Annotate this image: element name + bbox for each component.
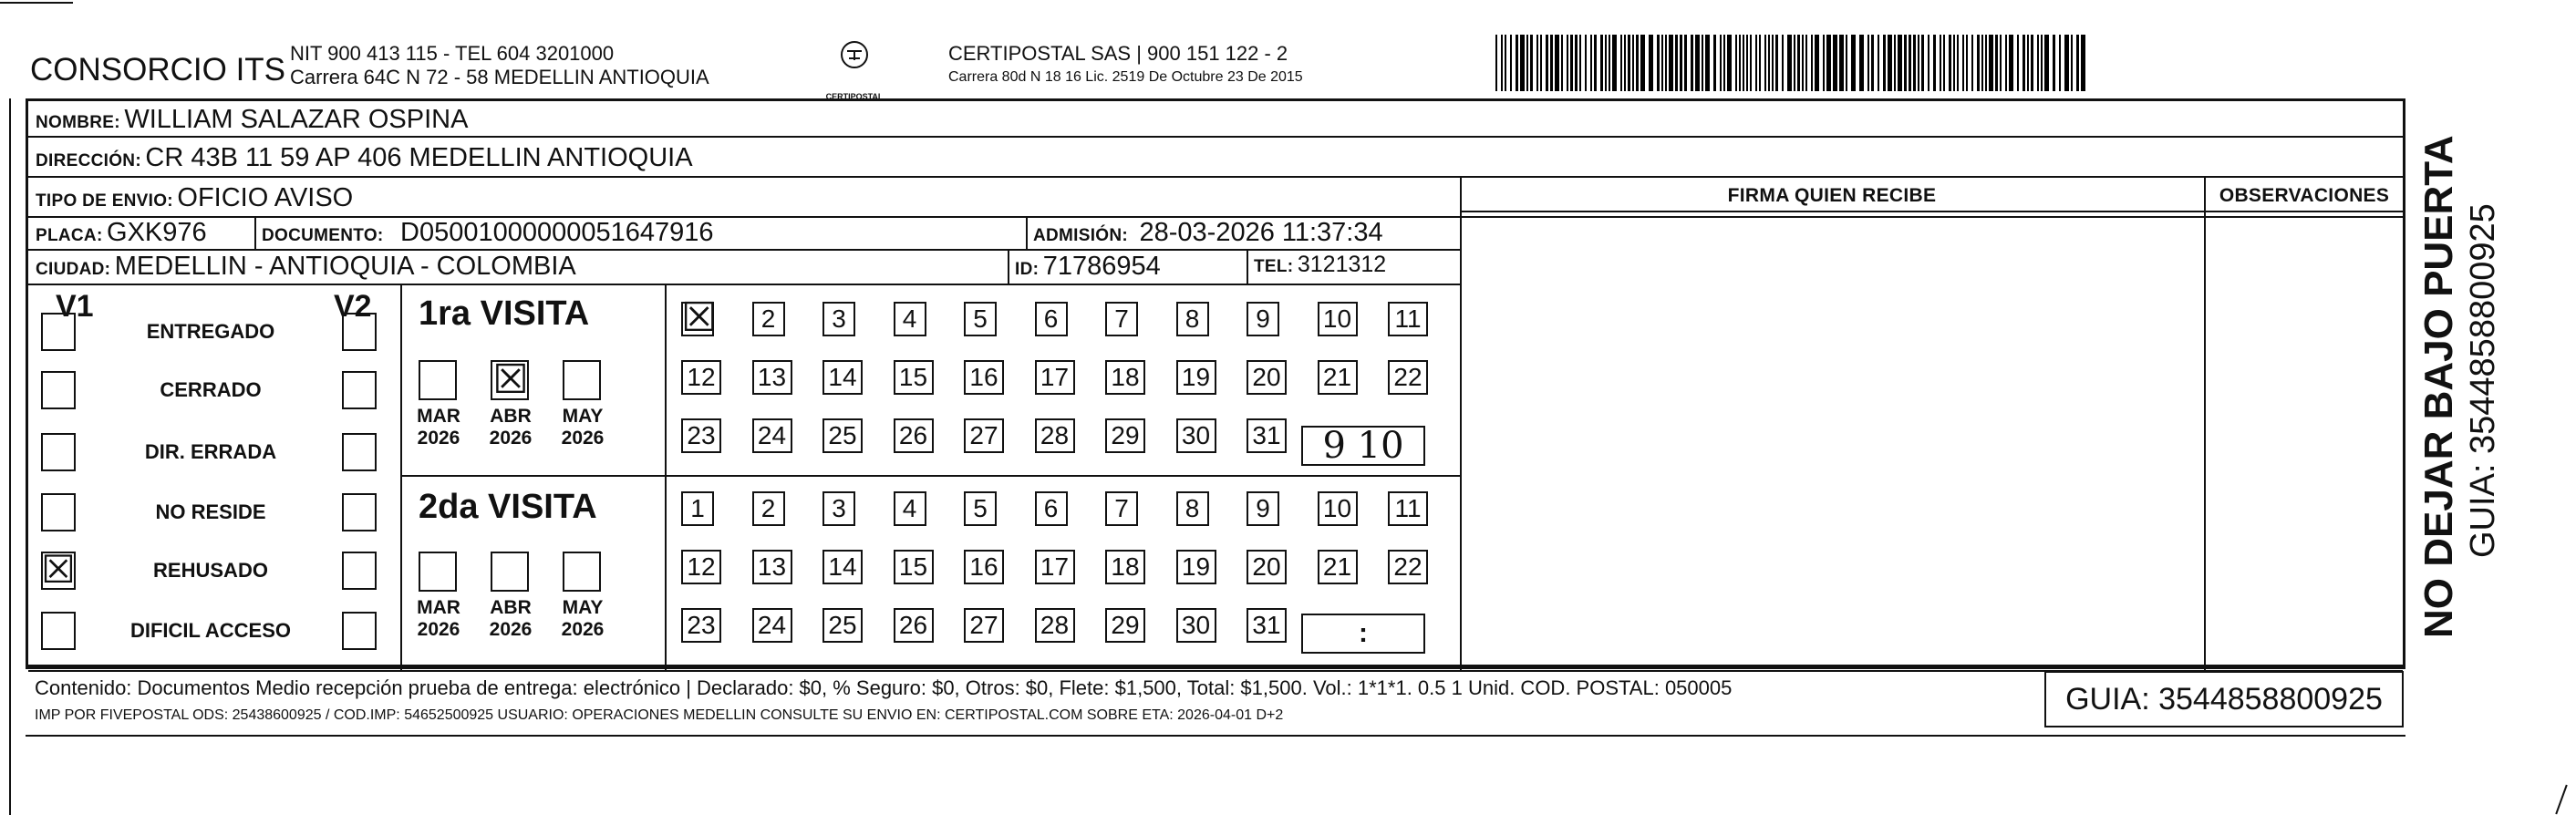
id-label: ID: [1015,260,1040,279]
second-visit-month-checkbox[interactable] [563,552,601,592]
barcode-bar [2023,35,2025,91]
v2-label: V2 [334,289,372,324]
checkmark-icon: ☒ [681,295,718,340]
contenido-text: Contenido: Documentos Medio recepción prueba de entrega: electrónico | Declarado: $0, % Seguro: $0, Otros: $0, Flete: $1,500, Total: $1,500. Vol.: 1*1*1. 0.5 1 Unid. COD. POSTAL: 050005 [35,676,1733,699]
ciudad-value: MEDELLIN - ANTIOQUIA - COLOMBIA [114,252,576,281]
barcode-bar [1797,35,1800,91]
barcode-bar [1867,35,1869,91]
certipostal-logo-text: CERTIPOSTAL [825,92,884,101]
status-checkbox-v1[interactable] [41,433,76,471]
second-visit-day-box[interactable]: 12 [681,550,721,584]
second-visit-day-box[interactable]: 8 [1176,491,1209,526]
first-visit-day-box[interactable]: 31 [1247,418,1287,453]
barcode-bar [1594,35,1597,91]
nombre-value: WILLIAM SALAZAR OSPINA [124,105,469,134]
barcode-bar [1705,35,1710,91]
barcode-bar [1691,35,1693,91]
first-visit-month-label: MAY [562,406,604,427]
barcode [1495,35,2088,91]
barcode-bar [1833,35,1837,91]
barcode-bar [1713,35,1716,91]
corner-mark [2555,785,2568,815]
first-visit-month-label: ABR [490,406,532,427]
barcode-bar [1620,35,1622,91]
footer-rule [26,667,2405,669]
tel-value: 3121312 [1297,252,1387,277]
first-visit-day-box[interactable]: 14 [822,360,863,395]
placa-value: GXK976 [107,218,207,247]
barcode-bar [1981,35,1983,91]
barcode-bar [1805,35,1807,91]
second-visit-month-checkbox[interactable] [491,552,529,592]
admision-label: ADMISIÓN: [1033,226,1129,245]
barcode-bar [1894,35,1896,91]
second-visit-day-box[interactable]: 3 [822,491,855,526]
guia-box [2044,671,2404,727]
barcode-bar [2064,35,2069,91]
second-visit-day-box[interactable]: 19 [1176,550,1216,584]
second-visit-day-box[interactable]: 14 [822,550,863,584]
first-visit-year-label: 2026 [489,428,533,449]
barcode-bar [1657,35,1660,91]
direccion-value: CR 43B 11 59 AP 406 MEDELLIN ANTIOQUIA [145,143,693,172]
barcode-bar [1640,35,1645,91]
second-visit-time-placeholder: : [1359,618,1368,648]
first-visit-day-box[interactable]: 12 [681,360,721,395]
first-visit-day-box[interactable] [681,295,718,340]
barcode-bar [1600,35,1603,91]
barcode-bar [1735,35,1737,91]
first-visit-day-box[interactable]: 27 [964,418,1004,453]
second-visit-day-box[interactable]: 13 [752,550,792,584]
first-visit-day-box[interactable]: 11 [1388,302,1428,336]
barcode-bar [1962,35,1964,91]
status-checkbox-v2[interactable] [342,313,377,351]
second-visit-day-box[interactable]: 15 [894,550,934,584]
barcode-bar [1933,35,1936,91]
no-dejar-vertical: NO DEJAR BAJO PUERTA [2416,135,2461,638]
barcode-bar [1505,35,1506,91]
barcode-bar [1526,35,1528,91]
barcode-bar [1755,35,1757,91]
status-checkbox-v2[interactable] [342,371,377,409]
barcode-bar [2059,35,2061,91]
left-frame [9,98,11,815]
second-visit-year-label: 2026 [489,619,533,640]
second-visit-day-box[interactable]: 16 [964,550,1004,584]
barcode-bar [1561,35,1563,91]
status-label: NO RESIDE [155,500,266,523]
barcode-bar [1530,35,1533,91]
barcode-bar [1995,35,1998,91]
barcode-bar [1510,35,1512,91]
barcode-bar [1971,35,1973,91]
barcode-bar [1921,35,1924,91]
barcode-bar [1764,35,1766,91]
status-checkbox-v1[interactable] [41,612,76,650]
second-visit-day-box[interactable]: 9 [1247,491,1279,526]
first-visit-time-box[interactable] [1301,426,1425,466]
first-visit-month-checkbox[interactable] [563,360,601,400]
barcode-bar [1546,35,1548,91]
first-visit-day-box[interactable]: 25 [822,418,863,453]
first-visit-day-box[interactable]: 8 [1176,302,1209,336]
barcode-bar [1775,35,1778,91]
status-checkbox-v1[interactable] [41,313,76,351]
second-visit-month-label: MAR [417,597,460,618]
first-visit-title: 1ra VISITA [419,294,590,333]
tipo-row [36,183,353,213]
company-nit: NIT 900 413 115 - TEL 604 3201000 [290,42,615,65]
status-checkbox-v2[interactable] [342,552,377,590]
barcode-bar [1898,35,1902,91]
barcode-bar [2000,35,2002,91]
barcode-bar [1883,35,1886,91]
barcode-bar [1612,35,1617,91]
barcode-bar [1918,35,1919,91]
barcode-bar [1723,35,1725,91]
barcode-bar [2017,35,2019,91]
second-visit-month-label: MAY [562,597,604,618]
status-checkbox-v2[interactable] [342,612,377,650]
first-visit-time-handwritten: 9 10 [1322,425,1404,467]
observaciones-header: OBSERVACIONES [2219,185,2390,206]
first-visit-year-label: 2026 [561,428,605,449]
barcode-bar [1680,35,1682,91]
first-visit-day-box[interactable]: 20 [1247,360,1287,395]
first-visit-day-box[interactable]: 30 [1176,418,1216,453]
barcode-bar [1695,35,1700,91]
guia-box-text: GUIA: 3544858800925 [2065,682,2383,717]
status-label: DIR. ERRADA [144,440,277,463]
barcode-bar [1811,35,1813,91]
tel-row [1254,252,1386,278]
barcode-bar [1859,35,1864,91]
barcode-bar [1579,35,1581,91]
first-visit-day-box[interactable]: 23 [681,418,721,453]
barcode-bar [1632,35,1634,91]
barcode-bar [1669,35,1673,91]
barcode-bar [1782,35,1784,91]
second-visit-title: 2da VISITA [419,488,597,526]
first-visit-month-checkbox[interactable] [491,357,529,402]
first-visit-day-box[interactable]: 6 [1035,302,1068,336]
barcode-bar [1570,35,1573,91]
barcode-bar [1605,35,1607,91]
barcode-bar [1949,35,1951,91]
barcode-bar [1871,35,1874,91]
guia-vertical: GUIA: 3544858800925 [2464,203,2502,558]
barcode-bar [1851,35,1856,91]
second-visit-day-box[interactable]: 5 [964,491,997,526]
barcode-bar [1826,35,1831,91]
placa-label: PLACA: [36,226,103,245]
status-label: ENTREGADO [146,320,275,343]
barcode-bar [1772,35,1774,91]
barcode-bar [1943,35,1945,91]
barcode-bar [1966,35,1968,91]
barcode-bar [2027,35,2029,91]
second-visit-day-box[interactable]: 24 [752,608,792,643]
ciudad-label: CIUDAD: [36,260,111,279]
second-visit-day-box[interactable]: 17 [1035,550,1075,584]
barcode-bar [1636,35,1639,91]
documento-row [262,218,714,248]
second-visit-day-box[interactable]: 11 [1388,491,1428,526]
first-visit-day-box[interactable]: 13 [752,360,792,395]
barcode-bar [1575,35,1578,91]
second-visit-month-checkbox[interactable] [419,552,457,592]
first-visit-day-box[interactable]: 2 [752,302,785,336]
nombre-label: NOMBRE: [36,113,120,132]
second-visit-day-box[interactable]: 26 [894,608,934,643]
status-checkbox-v1[interactable] [41,548,76,591]
company-name: CONSORCIO ITS [30,52,286,88]
status-label: CERRADO [160,378,262,401]
barcode-bar [1555,35,1559,91]
barcode-bar [1928,35,1929,91]
barcode-bar [1516,35,1518,91]
barcode-bar [1624,35,1626,91]
barcode-bar [1590,35,1592,91]
barcode-bar [2037,35,2039,91]
first-visit-day-box[interactable]: 19 [1176,360,1216,395]
barcode-bar [1878,35,1879,91]
barcode-bar [1802,35,1804,91]
tipo-label: TIPO DE ENVIO: [36,191,173,211]
direccion-label: DIRECCIÓN: [36,151,141,170]
barcode-bar [2071,35,2073,91]
barcode-bar [1846,35,1847,91]
barcode-bar [1609,35,1610,91]
documento-value: D05001000000051647916 [400,218,714,247]
second-visit-day-box[interactable]: 7 [1105,491,1138,526]
status-label: DIFICIL ACCESO [129,619,291,642]
first-visit-day-box[interactable]: 5 [964,302,997,336]
barcode-bar [1768,35,1770,91]
first-visit-month-label: MAR [417,406,460,427]
barcode-bar [1957,35,1959,91]
direccion-row [36,143,693,173]
tipo-value: OFICIO AVISO [177,183,354,212]
barcode-bar [1977,35,1980,91]
v1-label: V1 [56,289,94,324]
first-visit-month-checkbox[interactable] [419,360,457,400]
first-visit-day-box[interactable]: 18 [1105,360,1145,395]
barcode-bar [1759,35,1761,91]
barcode-bar [1904,35,1907,91]
barcode-bar [1661,35,1663,91]
first-visit-day-box[interactable]: 4 [894,302,926,336]
barcode-bar [1550,35,1553,91]
barcode-bar [2041,35,2043,91]
first-visit-day-box[interactable]: 29 [1105,418,1145,453]
first-visit-day-box[interactable]: 10 [1318,302,1358,336]
first-visit-day-box[interactable]: 15 [894,360,934,395]
second-visit-month-label: ABR [490,597,532,618]
status-checkbox-v1[interactable] [41,493,76,531]
barcode-bar [2076,35,2079,91]
first-visit-day-box[interactable]: 16 [964,360,1004,395]
barcode-bar [2005,35,2007,91]
checkmark-icon: ☒ [41,548,76,591]
first-visit-day-box[interactable]: 7 [1105,302,1138,336]
barcode-bar [1665,35,1667,91]
second-visit-day-box[interactable]: 25 [822,608,863,643]
second-visit-day-box[interactable]: 28 [1035,608,1075,643]
barcode-bar [2031,35,2033,91]
second-visit-day-box[interactable]: 10 [1318,491,1358,526]
second-visit-day-box[interactable]: 30 [1176,608,1216,643]
first-visit-day-box[interactable]: 9 [1247,302,1279,336]
barcode-bar [1940,35,1941,91]
barcode-bar [1540,35,1542,91]
barcode-bar [1743,35,1744,91]
shipping-form [26,98,2405,667]
second-visit-day-box[interactable]: 27 [964,608,1004,643]
barcode-bar [1787,35,1792,91]
ciudad-row [36,252,576,282]
checkmark-icon: ☒ [492,357,529,402]
first-visit-year-label: 2026 [417,428,460,449]
footer-bottom-rule [26,735,2405,737]
second-visit-day-box[interactable]: 1 [681,491,714,526]
barcode-bar [1989,35,1993,91]
second-visit-day-box[interactable]: 2 [752,491,785,526]
barcode-bar [1888,35,1892,91]
second-visit-day-box[interactable]: 31 [1247,608,1287,643]
barcode-bar [1727,35,1732,91]
id-row [1015,252,1161,282]
second-visit-year-label: 2026 [417,619,460,640]
id-value: 71786954 [1042,252,1161,281]
barcode-bar [1702,35,1703,91]
second-visit-day-box[interactable]: 21 [1318,550,1358,584]
barcode-bar [1823,35,1825,91]
status-checkbox-v2[interactable] [342,493,377,531]
barcode-bar [1913,35,1916,91]
barcode-bar [1746,35,1748,91]
barcode-bar [1585,35,1587,91]
second-visit-day-box[interactable]: 22 [1388,550,1428,584]
tel-label: TEL: [1254,257,1294,276]
second-visit-day-box[interactable]: 23 [681,608,721,643]
barcode-bar [1739,35,1741,91]
first-visit-day-box[interactable]: 26 [894,418,934,453]
status-checkbox-v1[interactable] [41,371,76,409]
barcode-bar [1675,35,1678,91]
nombre-row [36,105,468,135]
second-visit-year-label: 2026 [561,619,605,640]
barcode-bar [1720,35,1722,91]
imp-line: IMP POR FIVEPOSTAL ODS: 25438600925 / COD.IMP: 54652500925 USUARIO: OPERACIONES MEDELLIN CONSULTE SU ENVIO EN: CERTIPOSTAL.COM SOBRE ETA: 2026-04-01 D+2 [35,707,1284,723]
status-label: REHUSADO [153,559,268,582]
admision-value: 28-03-2026 11:37:34 [1139,218,1383,247]
second-visit-day-box[interactable]: 4 [894,491,926,526]
second-visit-time-box[interactable] [1301,614,1425,654]
status-checkbox-v2[interactable] [342,433,377,471]
barcode-bar [1985,35,1987,91]
barcode-bar [1750,35,1752,91]
barcode-bar [1839,35,1844,91]
first-visit-day-box[interactable]: 21 [1318,360,1358,395]
first-visit-day-box[interactable]: 24 [752,418,792,453]
barcode-bar [1520,35,1525,91]
barcode-bar [1628,35,1630,91]
firma-header: FIRMA QUIEN RECIBE [1727,185,1937,206]
barcode-bar [1909,35,1911,91]
first-visit-day-box[interactable]: 28 [1035,418,1075,453]
second-visit-day-box[interactable]: 6 [1035,491,1068,526]
admision-row [1033,218,1383,248]
top-rule [0,2,73,4]
certipostal-address: Carrera 80d N 18 16 Lic. 2519 De Octubre 23 De 2015 [948,69,1303,85]
first-visit-day-box[interactable]: 17 [1035,360,1075,395]
second-visit-day-box[interactable]: 29 [1105,608,1145,643]
barcode-bar [1649,35,1653,91]
barcode-bar [1794,35,1795,91]
barcode-bar [2081,35,2085,91]
placa-row [36,218,207,248]
barcode-bar [1495,35,1497,91]
barcode-bar [1684,35,1687,91]
barcode-bar [2053,35,2055,91]
second-visit-day-box[interactable]: 18 [1105,550,1145,584]
certipostal-logo [825,38,884,101]
barcode-bar [2044,35,2049,91]
barcode-bar [1953,35,1955,91]
first-visit-day-box[interactable]: 22 [1388,360,1428,395]
barcode-bar [2009,35,2013,91]
first-visit-day-box[interactable]: 3 [822,302,855,336]
second-visit-day-box[interactable]: 20 [1247,550,1287,584]
company-address: Carrera 64C N 72 - 58 MEDELLIN ANTIOQUIA [290,66,709,88]
barcode-bar [1815,35,1819,91]
documento-label: DOCUMENTO: [262,226,384,245]
barcode-bar [1536,35,1538,91]
certipostal-line: CERTIPOSTAL SAS | 900 151 122 - 2 [948,42,1288,65]
barcode-bar [1501,35,1503,91]
barcode-bar [1567,35,1568,91]
